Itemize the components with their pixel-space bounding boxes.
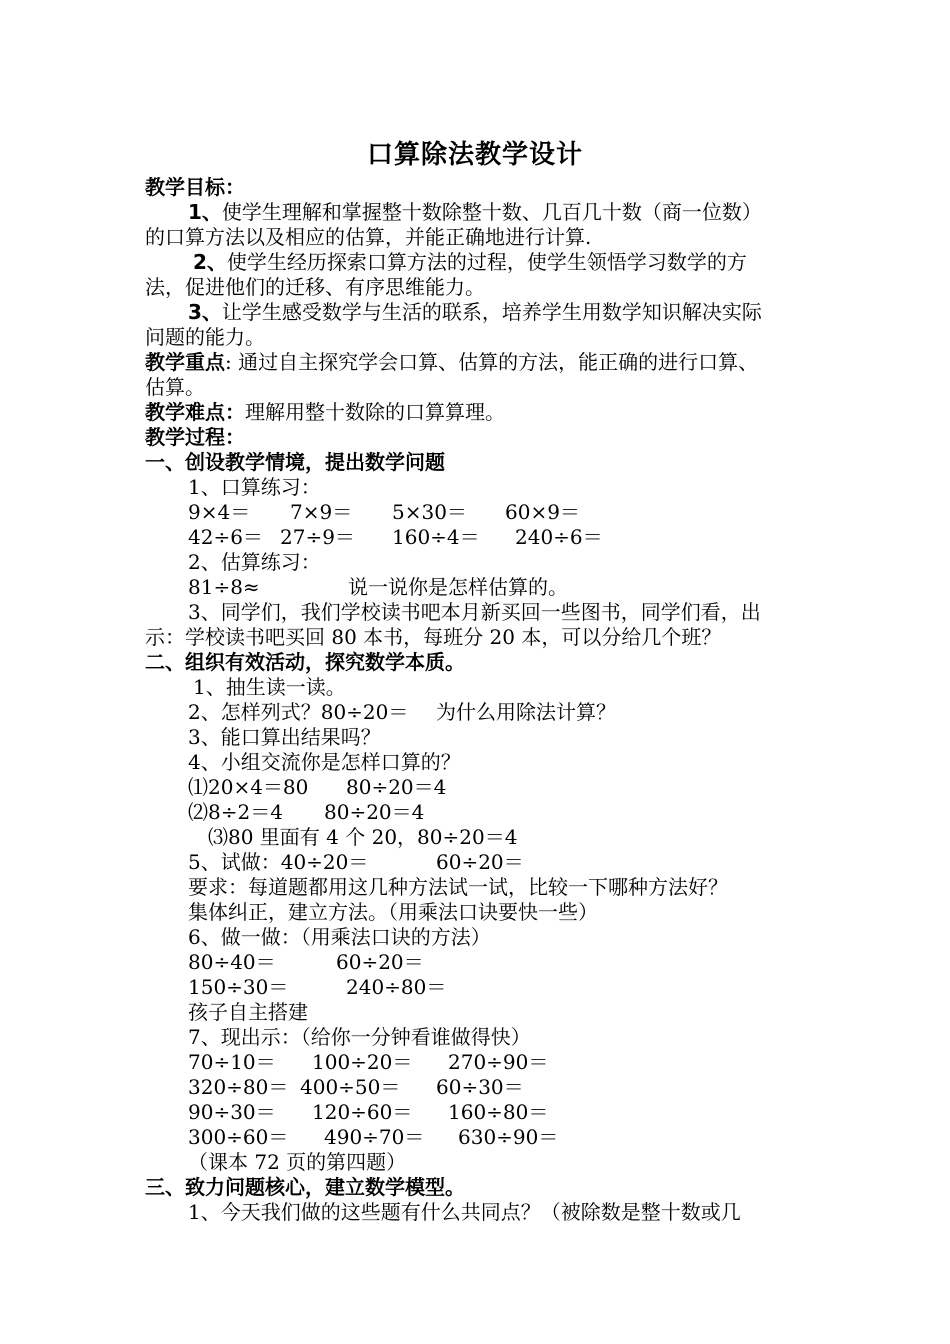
step-6-problem: 240÷80＝ <box>346 975 447 999</box>
step-7-problem: 630÷90＝ <box>458 1125 559 1149</box>
method-2-divide: 80÷20＝4 <box>324 800 425 824</box>
step-7-problem: 90÷30＝ <box>188 1100 276 1124</box>
requirement: 要求：每道题都用这几种方法试一试，比较一下哪种方法好？ <box>188 875 728 899</box>
goal-3-number: 3、 <box>188 300 222 324</box>
oral-problem: 60×9＝ <box>505 500 580 524</box>
section-1-heading: 一、创设教学情境，提出数学问题 <box>145 450 445 474</box>
oral-problem: 27÷9＝ <box>280 525 355 549</box>
step-7-problem: 400÷50＝ <box>300 1075 401 1099</box>
step-5-try: 5、试做：40÷20＝ <box>188 850 369 874</box>
step-5-problem: 60÷20＝ <box>436 850 524 874</box>
method-3: ⑶80 里面有 4 个 20，80÷20＝4 <box>208 825 518 849</box>
goal-1-continued: 的口算方法以及相应的估算，并能正确地进行计算. <box>145 225 592 249</box>
difficulty-text: 理解用整十数除的口算算理。 <box>245 400 505 424</box>
difficulty-label: 教学难点： <box>145 400 245 424</box>
key-point <box>145 349 758 375</box>
step-7: 7、现出示：（给你一分钟看谁做得快） <box>188 1025 531 1049</box>
goal-2-continued: 法，促进他们的迁移、有序思维能力。 <box>145 275 485 299</box>
key-point-text: : 通过自主探究学会口算、估算的方法，能正确的进行口算、 <box>225 350 759 374</box>
collective-correction: 集体纠正，建立方法。（用乘法口诀要快一些） <box>188 900 598 924</box>
step-6-problem: 60÷20＝ <box>336 950 424 974</box>
goal-3 <box>188 299 762 325</box>
goal-3-continued: 问题的能力。 <box>145 325 265 349</box>
oral-problem: 240÷6＝ <box>515 525 603 549</box>
step-2-expression: 2、怎样列式？80÷20＝ <box>188 700 409 724</box>
step-3: 3、能口算出结果吗？ <box>188 725 381 749</box>
oral-problem: 9×4＝ <box>188 500 251 524</box>
page-title: 口算除法教学设计 <box>366 140 583 170</box>
section-3-heading: 三、致力问题核心，建立数学模型。 <box>145 1175 465 1199</box>
estimate-prompt: 说一说你是怎样估算的。 <box>348 575 568 599</box>
step-7-problem: 60÷30＝ <box>436 1075 524 1099</box>
section-3-question-1: 1、今天我们做的这些题有什么共同点？（被除数是整十数或几 <box>188 1200 741 1224</box>
step-7-problem: 270÷90＝ <box>448 1050 549 1074</box>
self-build: 孩子自主搭建 <box>188 1000 308 1024</box>
step-7-problem: 490÷70＝ <box>324 1125 425 1149</box>
textbook-reference: （课本 72 页的第四题） <box>188 1150 407 1174</box>
step-7-problem: 120÷60＝ <box>312 1100 413 1124</box>
step-4: 4、小组交流你是怎样口算的？ <box>188 750 461 774</box>
step-7-problem: 100÷20＝ <box>312 1050 413 1074</box>
step-2-question: 为什么用除法计算？ <box>436 700 616 724</box>
oral-problem: 160÷4＝ <box>392 525 480 549</box>
oral-problem: 5×30＝ <box>392 500 467 524</box>
step-6-problem: 80÷40＝ <box>188 950 276 974</box>
goal-2 <box>193 249 747 275</box>
key-point-label: 教学重点 <box>145 350 225 374</box>
goal-2-text: 使学生经历探索口算方法的过程，使学生领悟学习数学的方 <box>226 250 747 274</box>
goal-1-number: 1、 <box>188 200 222 224</box>
process-heading: 教学过程： <box>145 425 245 449</box>
goals-heading: 教学目标： <box>145 175 245 199</box>
step-6: 6、做一做：（用乘法口诀的方法） <box>188 925 491 949</box>
estimate-expression: 81÷8≈ <box>188 575 260 599</box>
section-2-heading: 二、组织有效活动，探究数学本质。 <box>145 650 465 674</box>
key-point-continued: 估算。 <box>145 375 205 399</box>
goal-2-number: 2、 <box>193 250 227 274</box>
step-7-problem: 160÷80＝ <box>448 1100 549 1124</box>
oral-practice-title: 1、口算练习： <box>188 475 321 499</box>
step-6-problem: 150÷30＝ <box>188 975 289 999</box>
method-2-divide-small: ⑵8÷2＝4 <box>188 800 283 824</box>
goal-1-text: 使学生理解和掌握整十数除整十数、几百几十数（商一位数） <box>221 200 762 224</box>
goal-3-text: 让学生感受数学与生活的联系，培养学生用数学知识解决实际 <box>221 300 762 324</box>
oral-problem: 7×9＝ <box>290 500 353 524</box>
method-1-multiply: ⑴20×4＝80 <box>188 775 309 799</box>
step-7-problem: 300÷60＝ <box>188 1125 289 1149</box>
method-1-divide: 80÷20＝4 <box>346 775 447 799</box>
goal-1 <box>188 199 762 225</box>
difficulty <box>145 399 505 425</box>
step-7-problem: 70÷10＝ <box>188 1050 276 1074</box>
question-3: 3、同学们，我们学校读书吧本月新买回一些图书，同学们看，出 <box>188 600 761 624</box>
oral-problem: 42÷6＝ <box>188 525 263 549</box>
estimate-practice-title: 2、估算练习： <box>188 550 321 574</box>
step-1: 1、抽生读一读。 <box>193 675 346 699</box>
step-7-problem: 320÷80＝ <box>188 1075 289 1099</box>
question-3-continued: 示：学校读书吧买回 80 本书，每班分 20 本，可以分给几个班？ <box>145 625 722 649</box>
